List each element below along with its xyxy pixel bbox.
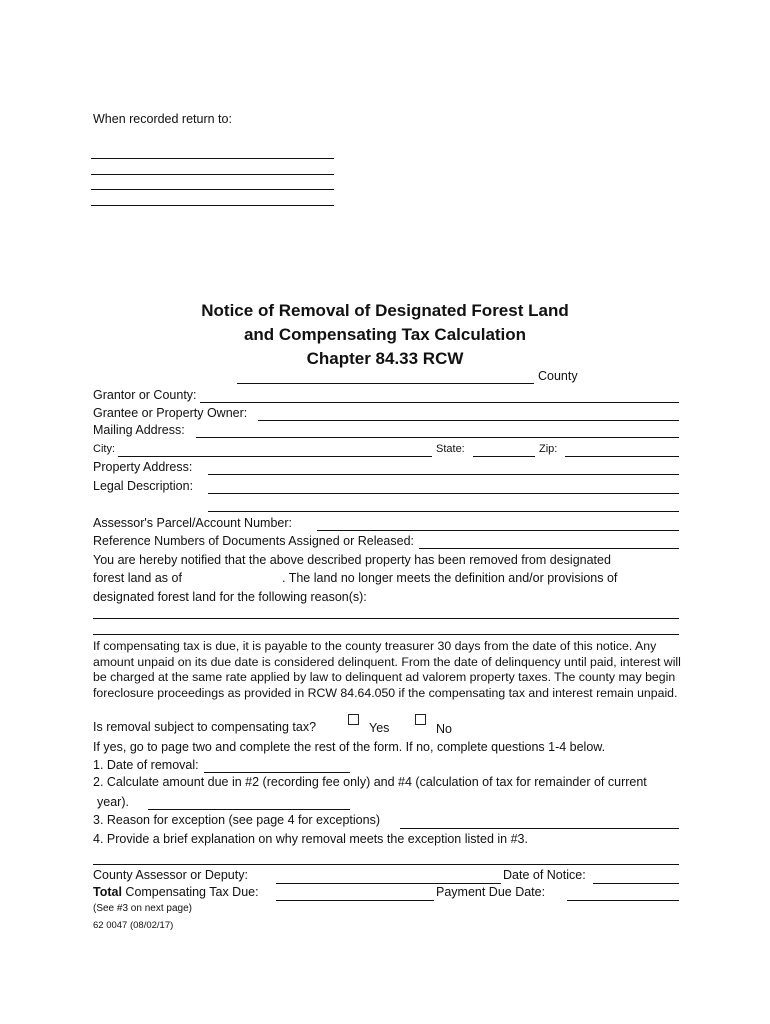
question-4: 4. Provide a brief explanation on why removal meets the exception listed in #3.: [93, 832, 528, 846]
question-1: 1. Date of removal:: [93, 758, 199, 772]
return-to-line-2[interactable]: [91, 174, 334, 175]
total-rest: Compensating Tax Due:: [121, 885, 259, 899]
question-2-line-1: 2. Calculate amount due in #2 (recording fee only) and #4 (calculation of tax for remainder of current: [93, 775, 647, 789]
instruction-text: If yes, go to page two and complete the rest of the form. If no, complete questions 1-4 below.: [93, 740, 606, 754]
assessor-label: County Assessor or Deputy:: [93, 868, 248, 882]
county-label: County: [538, 369, 578, 383]
form-title-line-3: Chapter 84.33 RCW: [306, 349, 464, 368]
reference-numbers-label: Reference Numbers of Documents Assigned or Released:: [93, 534, 414, 548]
notice-line-2b: . The land no longer meets the definition and/or provisions of: [282, 571, 618, 585]
zip-field[interactable]: [565, 456, 679, 457]
return-to-line-4[interactable]: [91, 205, 334, 206]
legal-description-label: Legal Description:: [93, 479, 194, 493]
reason-field-2[interactable]: [93, 634, 679, 635]
exception-reason-field[interactable]: [400, 828, 679, 829]
assessor-field[interactable]: [276, 883, 501, 884]
form-title-line-1: Notice of Removal of Designated Forest Land: [201, 301, 569, 320]
yes-label: Yes: [369, 721, 390, 735]
no-label: No: [436, 722, 452, 736]
total-bold: Total: [93, 885, 122, 899]
return-to-line-1[interactable]: [91, 158, 334, 159]
notice-line-1: You are hereby notified that the above described property has been removed from designated: [93, 553, 611, 567]
date-of-removal-field[interactable]: [204, 772, 350, 773]
payment-due-label: Payment Due Date:: [436, 885, 546, 899]
city-field[interactable]: [118, 456, 432, 457]
question-3: 3. Reason for exception (see page 4 for exceptions): [93, 813, 380, 827]
grantor-label: Grantor or County:: [93, 388, 197, 402]
property-address-field[interactable]: [208, 474, 679, 475]
notice-line-2a: forest land as of: [93, 571, 182, 585]
form-number: 62 0047 (08/02/17): [93, 920, 174, 931]
legal-description-field-2[interactable]: [208, 511, 679, 512]
compensating-tax-paragraph: If compensating tax is due, it is payable to the county treasurer 30 days from the date of this notice. Any amount unpaid on its due date is considered delinquent. From the date of delinquency until paid, interest will be charged at the same rate applied by law to delinquent ad valorem property taxes. The county may begin foreclosure proceedings as provided in RCW 84.64.050 if the compensating tax and interest remain unpaid.: [93, 639, 681, 700]
yes-checkbox[interactable]: [348, 714, 359, 725]
see-note: (See #3 on next page): [93, 903, 192, 914]
explanation-field[interactable]: [93, 864, 679, 865]
payment-due-field[interactable]: [567, 900, 679, 901]
total-tax-label: [93, 885, 259, 900]
property-address-label: Property Address:: [93, 460, 193, 474]
zip-label: Zip:: [539, 443, 558, 455]
county-field[interactable]: [237, 383, 534, 384]
legal-description-field-1[interactable]: [208, 493, 679, 494]
city-label: City:: [93, 443, 115, 455]
return-to-label: When recorded return to:: [93, 112, 232, 126]
reference-numbers-field[interactable]: [419, 548, 679, 549]
grantor-field[interactable]: [200, 402, 679, 403]
notice-line-3: designated forest land for the following reason(s):: [93, 590, 367, 604]
amount-due-field[interactable]: [148, 809, 350, 810]
state-field[interactable]: [473, 456, 535, 457]
return-to-line-3[interactable]: [91, 189, 334, 190]
no-checkbox[interactable]: [415, 714, 426, 725]
parcel-number-label: Assessor's Parcel/Account Number:: [93, 516, 292, 530]
compensating-question: Is removal subject to compensating tax?: [93, 720, 317, 734]
removal-date-field[interactable]: [186, 571, 278, 585]
date-of-notice-label: Date of Notice:: [503, 868, 586, 882]
total-tax-field[interactable]: [276, 900, 434, 901]
parcel-number-field[interactable]: [317, 530, 679, 531]
form-title-line-2: and Compensating Tax Calculation: [243, 325, 527, 344]
state-label: State:: [436, 443, 465, 455]
reason-field-1[interactable]: [93, 618, 679, 619]
question-2-line-2: year).: [97, 795, 129, 809]
grantee-label: Grantee or Property Owner:: [93, 406, 248, 420]
grantee-field[interactable]: [258, 420, 679, 421]
mailing-address-field[interactable]: [196, 437, 679, 438]
mailing-address-label: Mailing Address:: [93, 423, 185, 437]
date-of-notice-field[interactable]: [593, 883, 679, 884]
